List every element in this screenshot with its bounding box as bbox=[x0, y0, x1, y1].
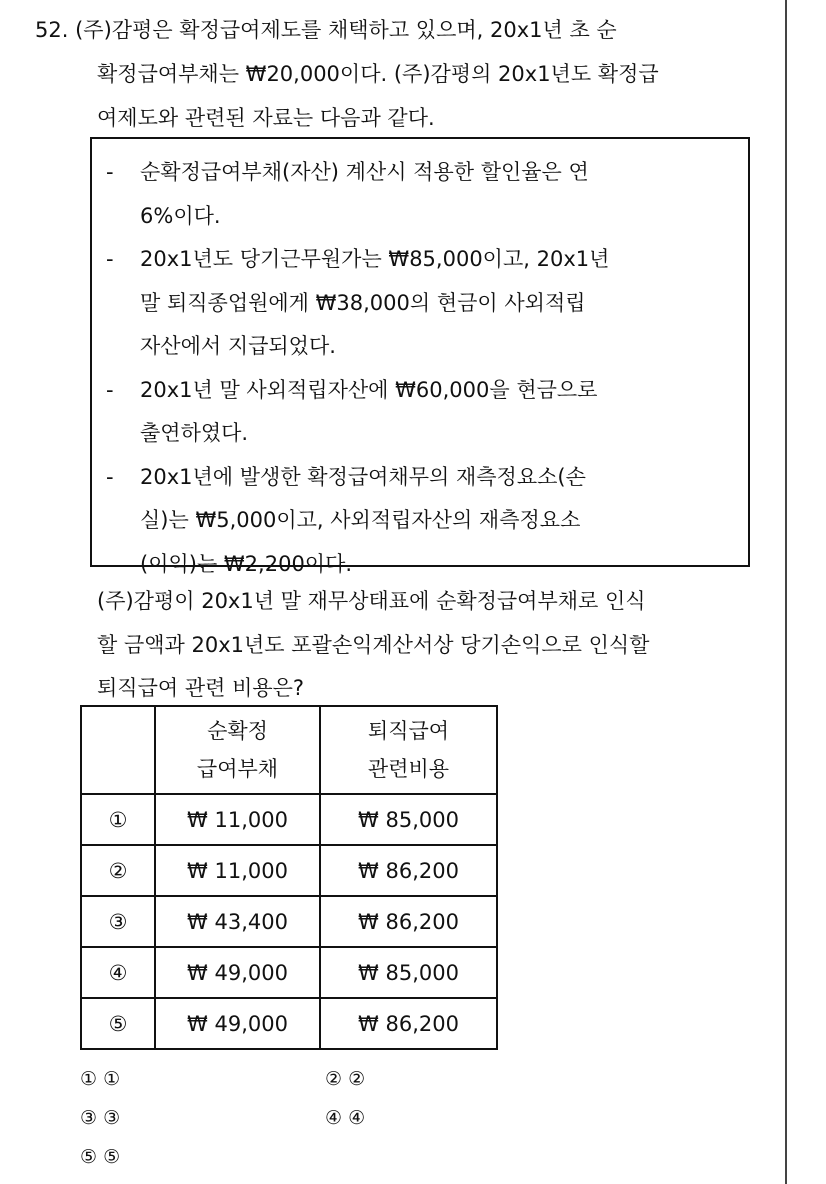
bullet-dash: - bbox=[106, 464, 114, 489]
header-cell bbox=[155, 706, 320, 794]
box-item bbox=[106, 151, 730, 238]
bullet-dash: - bbox=[106, 160, 114, 184]
table-cell: ③ bbox=[81, 896, 155, 947]
option-3[interactable]: ③ ③ bbox=[80, 1107, 121, 1129]
page-divider bbox=[785, 0, 787, 1184]
table-cell: ④ bbox=[81, 947, 155, 998]
option-2[interactable]: ② ② bbox=[325, 1068, 366, 1090]
question-prompt bbox=[97, 580, 649, 711]
question-number: 52. bbox=[35, 18, 69, 42]
box-line: 실)는 ₩5,000이고, 사외적립자산의 재측정요소 bbox=[140, 508, 581, 532]
header-cell bbox=[320, 706, 497, 794]
option-5[interactable]: ⑤ ⑤ bbox=[80, 1146, 121, 1168]
prompt-line: 퇴직급여 관련 비용은? bbox=[97, 676, 305, 700]
prompt-line: (주)감평이 20x1년 말 재무상태표에 순확정급여부채로 인식 bbox=[97, 589, 646, 613]
box-line: 순확정급여부채(자산) 계산시 적용한 할인율은 연 bbox=[140, 160, 589, 184]
header-text: 급여부채 bbox=[196, 757, 279, 781]
box-item bbox=[106, 369, 730, 456]
box-line: 출연하였다. bbox=[140, 421, 249, 445]
table-cell: ₩ 49,000 bbox=[155, 998, 320, 1049]
table-cell: ₩ 86,200 bbox=[320, 845, 497, 896]
question-stem bbox=[35, 8, 775, 140]
table-cell: ₩ 11,000 bbox=[155, 794, 320, 845]
table-cell: ₩ 43,400 bbox=[155, 896, 320, 947]
table-row bbox=[81, 845, 497, 896]
table-cell: ⑤ bbox=[81, 998, 155, 1049]
option-4[interactable]: ④ ④ bbox=[325, 1107, 366, 1129]
table-row bbox=[81, 794, 497, 845]
question-line: (주)감평은 확정급여제도를 채택하고 있으며, 20x1년 초 순 bbox=[75, 18, 617, 42]
box-line: 6%이다. bbox=[140, 203, 221, 228]
header-text: 관련비용 bbox=[367, 757, 450, 781]
box-line: 말 퇴직종업원에게 ₩38,000의 현금이 사외적립 bbox=[140, 290, 586, 315]
bullet-dash: - bbox=[106, 377, 114, 402]
table-cell: ₩ 85,000 bbox=[320, 794, 497, 845]
table-row bbox=[81, 896, 497, 947]
header-text: 순확정 bbox=[207, 719, 268, 743]
box-line: (이익)는 ₩2,200이다. bbox=[140, 551, 353, 576]
table-row bbox=[81, 947, 497, 998]
table-cell: ₩ 11,000 bbox=[155, 845, 320, 896]
question-line: 여제도와 관련된 자료는 다음과 같다. bbox=[97, 106, 435, 130]
answer-table bbox=[80, 705, 498, 1050]
table-cell: ₩ 49,000 bbox=[155, 947, 320, 998]
table-cell: ₩ 86,200 bbox=[320, 896, 497, 947]
box-item bbox=[106, 238, 730, 369]
box-item bbox=[106, 456, 730, 587]
table-cell: ① bbox=[81, 794, 155, 845]
header-cell bbox=[81, 706, 155, 794]
box-line: 20x1년도 당기근무원가는 ₩85,000이고, 20x1년 bbox=[140, 247, 610, 271]
table-cell: ₩ 86,200 bbox=[320, 998, 497, 1049]
prompt-line: 할 금액과 20x1년도 포괄손익계산서상 당기손익으로 인식할 bbox=[97, 632, 650, 657]
option-1[interactable]: ① ① bbox=[80, 1068, 121, 1090]
data-box bbox=[90, 137, 750, 576]
box-line: 20x1년에 발생한 확정급여채무의 재측정요소(손 bbox=[140, 464, 586, 489]
table-row bbox=[81, 998, 497, 1049]
box-line: 20x1년 말 사외적립자산에 ₩60,000을 현금으로 bbox=[140, 377, 598, 402]
bullet-dash: - bbox=[106, 247, 114, 271]
header-text: 퇴직급여 bbox=[367, 719, 450, 743]
box-line: 자산에서 지급되었다. bbox=[140, 334, 336, 358]
table-header-row bbox=[81, 706, 497, 794]
table-cell: ₩ 85,000 bbox=[320, 947, 497, 998]
question-line: 확정급여부채는 ₩20,000이다. (주)감평의 20x1년도 확정급 bbox=[97, 62, 659, 86]
table-cell: ② bbox=[81, 845, 155, 896]
